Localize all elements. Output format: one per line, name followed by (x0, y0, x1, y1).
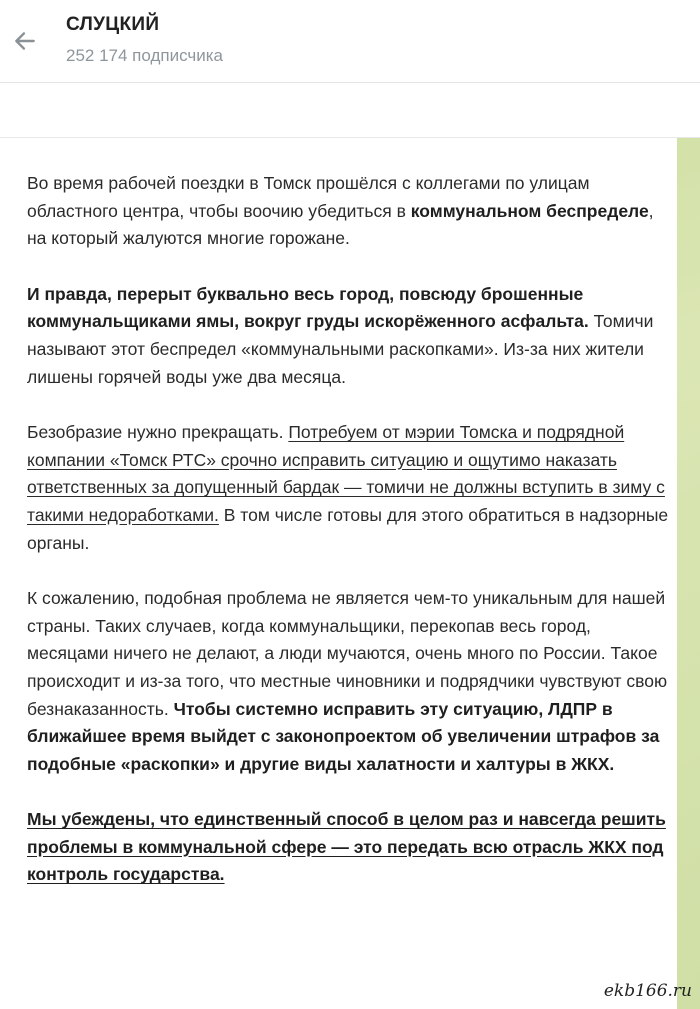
chat-background (0, 138, 700, 1009)
top-strip (0, 83, 700, 138)
bold-span: И правда, перерыт буквально весь город, повсюду брошенные коммунальщиками ямы, вокруг груды искорёженного асфальта. (27, 283, 589, 332)
paragraph-2 (27, 281, 677, 391)
paragraph-5 (27, 806, 677, 889)
bold-span: коммунальном беспределе (410, 200, 649, 221)
text-span: Безобразие нужно прекращать. (27, 422, 289, 443)
channel-title[interactable]: СЛУЦКИЙ (66, 14, 160, 35)
text-span: Во время рабочей поездки в Томск прошёлся с коллегами по улицам областного центра, чтобы воочию убедиться в (27, 173, 590, 221)
text-span: В том числе готовы для этого обратиться в надзорные органы. (27, 504, 669, 553)
bold-span (27, 809, 666, 884)
bold-span: Чтобы системно исправить эту ситуацию, ЛДПР в ближайшее время выйдет с законопроектом об увеличении штрафов за подобные «раскопки» и другие виды халатности и халтуры в ЖКХ. (27, 698, 660, 774)
text-span: К сожалению, подобная проблема не является чем-то уникальным для нашей страны. Таких случаев, когда коммунальщики, перекопав весь город, месяцами ничего не делают, а люди мучаются, очень много по России. Такое происходит и из-за того, что местные чиновники и подрядчики чувствуют свою безнаказанность. (27, 588, 668, 719)
underlined-span: Потребуем от мэрии Томска и подрядной компании «Томск РТС» срочно исправить ситуацию и ощутимо наказать ответственных за допущенный бардак — томичи не должны вступить в зиму с такими недоработками. (27, 422, 665, 525)
arrow-left-icon (12, 28, 38, 54)
text-span: , на который жалуются многие горожане. (27, 200, 654, 249)
left-margin (0, 138, 10, 1009)
back-button[interactable] (8, 24, 42, 58)
chat-header (0, 0, 700, 83)
message-text (27, 170, 677, 917)
paragraph-1 (27, 170, 677, 253)
paragraph-3 (27, 419, 677, 557)
text-span: Томичи называют этот беспредел «коммунальными раскопками». Из-за них жители лишены горячей воды уже два месяца. (27, 311, 654, 387)
underlined-span: Мы убеждены, что единственный способ в целом раз и навсегда решить проблемы в коммунальной сфере — это передать всю отрасль ЖКХ под контроль государства. (27, 809, 666, 885)
subscriber-count: 252 174 подписчика (66, 46, 224, 65)
paragraph-4 (27, 585, 677, 778)
watermark: ekb166.ru (603, 981, 692, 1001)
message-bubble (10, 138, 677, 1009)
